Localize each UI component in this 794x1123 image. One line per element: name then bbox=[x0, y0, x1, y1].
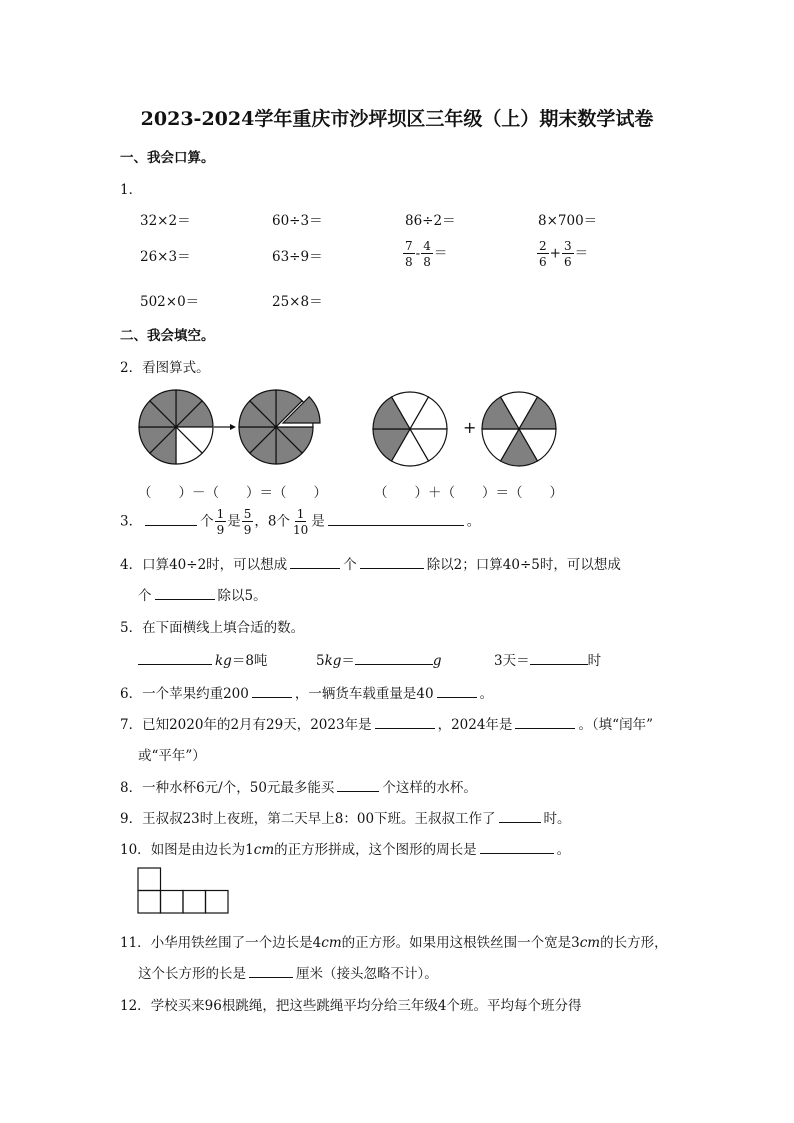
q4-blank-3[interactable] bbox=[155, 585, 215, 600]
circle-eighths-1 bbox=[139, 390, 213, 464]
calc-fraction-subtract: $\frac{7}{8}$ - $\frac{4}{8}$ ＝ bbox=[405, 239, 448, 269]
q1-number: 1． bbox=[120, 182, 143, 198]
q11-line-1: 11．小华用铁丝围了一个边长是4cm的正方形。如果用这根铁丝围一个宽是3cm的长方形， bbox=[120, 935, 668, 951]
q12-text: 12．学校买来96根跳绳，把这些跳绳平均分给三年级4个班。平均每个班分得 bbox=[120, 998, 582, 1014]
q7-line-1: 7．已知2020年的2月有29天，2023年是 ，2024年是 。（填“闰年” bbox=[120, 713, 653, 733]
q2-circles-figure bbox=[130, 384, 570, 474]
calc-2: 60÷3＝ bbox=[272, 213, 323, 229]
q6-blank-1[interactable] bbox=[252, 683, 292, 698]
calc-3: 86÷2＝ bbox=[405, 213, 456, 229]
q4-blank-2[interactable] bbox=[360, 554, 424, 569]
q6-blank-2[interactable] bbox=[437, 683, 477, 698]
q3-blank-2[interactable] bbox=[328, 511, 464, 526]
calc-8: 25×8＝ bbox=[272, 294, 323, 310]
q8-text: 8．一种水杯6元/个，50元最多能买 个这样的水杯。 bbox=[120, 776, 477, 796]
q9-blank[interactable] bbox=[499, 808, 541, 823]
q5-blank-2[interactable] bbox=[355, 650, 433, 665]
calc-6: 63÷9＝ bbox=[272, 249, 323, 265]
q9-text: 9．王叔叔23时上夜班，第二天早上8：00下班。王叔叔工作了 时。 bbox=[120, 807, 571, 827]
q10-text: 10．如图是由边长为1cm的正方形拼成，这个图形的周长是 。 bbox=[120, 838, 570, 858]
circle-sixths-1 bbox=[373, 392, 447, 466]
q4-blank-1[interactable] bbox=[290, 554, 340, 569]
circle-sixths-2 bbox=[482, 392, 556, 466]
q2-blanks-left[interactable]: （ ）－（ ）＝（ ） bbox=[138, 485, 327, 501]
calc-fraction-add: $\frac{2}{6}$ + $\frac{3}{6}$ ＝ bbox=[539, 239, 589, 269]
circle-eighths-2 bbox=[239, 390, 320, 464]
q11-blank[interactable] bbox=[249, 963, 293, 978]
q11-line-2: 这个长方形的长是 厘米（接头忽略不计）。 bbox=[138, 962, 438, 982]
q5-a: kg＝8吨 bbox=[138, 649, 267, 669]
q5-text: 5．在下面横线上填合适的数。 bbox=[120, 620, 305, 636]
q7-line-2: 或“平年”） bbox=[138, 748, 206, 764]
q10-blank[interactable] bbox=[480, 839, 554, 854]
q4-line-2: 个 除以5。 bbox=[138, 584, 267, 604]
q6-text: 6．一个苹果约重200 ，一辆货车载重量是40 。 bbox=[120, 682, 493, 702]
q5-blank-3[interactable] bbox=[530, 650, 588, 665]
calc-7: 502×0＝ bbox=[140, 294, 200, 310]
q3-text: 3． 个 $\frac{1}{9}$ 是 $\frac{5}{9}$ ，8个 $\frac{1}{10}$ 是 。 bbox=[120, 507, 481, 537]
arrow-right-icon bbox=[214, 424, 236, 430]
q10-squares-figure bbox=[137, 866, 231, 916]
q8-blank[interactable] bbox=[337, 777, 379, 792]
section-1-heading: 一、我会口算。 bbox=[120, 150, 215, 166]
calc-4: 8×700＝ bbox=[538, 213, 598, 229]
q3-blank-1[interactable] bbox=[145, 511, 197, 526]
q7-blank-1[interactable] bbox=[375, 714, 435, 729]
q2-text: 2．看图算式。 bbox=[120, 360, 210, 376]
q7-blank-2[interactable] bbox=[515, 714, 575, 729]
q5-b: 5kg＝ g bbox=[316, 649, 442, 669]
calc-1: 32×2＝ bbox=[140, 213, 191, 229]
plus-sign: + bbox=[463, 418, 477, 437]
q5-c: 3天＝ 时 bbox=[494, 649, 601, 669]
q2-blanks-right[interactable]: （ ）＋（ ）＝（ ） bbox=[374, 485, 563, 501]
q4-line-1: 4．口算40÷2时，可以想成 个 除以2；口算40÷5时，可以想成 bbox=[120, 553, 621, 573]
section-2-heading: 二、我会填空。 bbox=[120, 328, 215, 344]
page-title: 2023-2024学年重庆市沙坪坝区三年级（上）期末数学试卷 bbox=[140, 108, 654, 130]
calc-5: 26×3＝ bbox=[140, 249, 191, 265]
q5-blank-1[interactable] bbox=[138, 650, 212, 665]
